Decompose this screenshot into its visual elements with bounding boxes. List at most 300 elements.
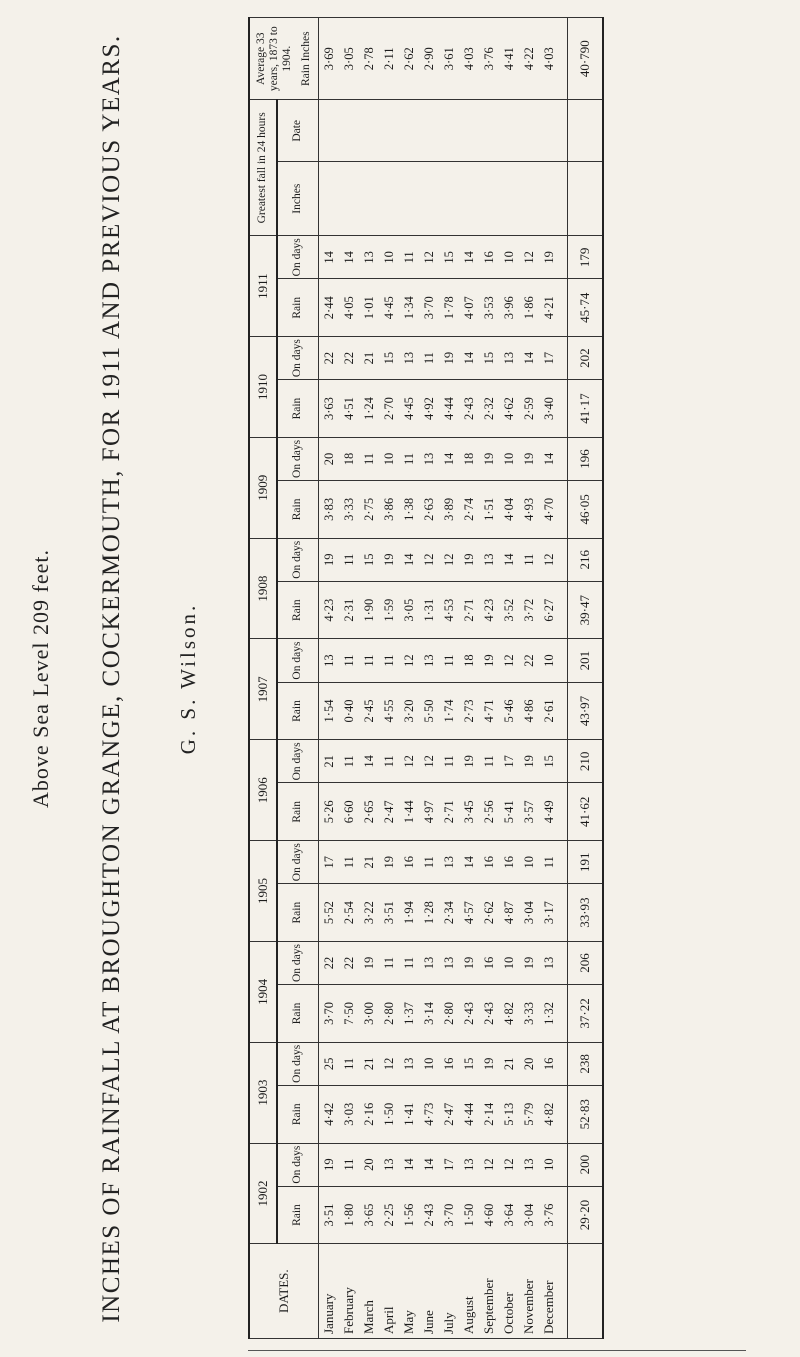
rain-value: 1·94 (399, 884, 419, 942)
greatest-inches-cell (568, 162, 604, 236)
rain-value: 2·62 (479, 884, 499, 942)
rain-value: 3·04 (519, 884, 539, 942)
rain-days-value: 12 (399, 740, 419, 783)
rain-value: 5·79 (519, 1085, 539, 1143)
rain-days-value: 20 (519, 1042, 539, 1085)
rain-value: 2·75 (359, 481, 379, 539)
rain-value: 3·17 (539, 884, 559, 942)
rain-value: 1·90 (359, 581, 379, 639)
rain-value: 0·40 (339, 682, 359, 740)
rain-value: 4·70 (539, 481, 559, 539)
greatest-inches-cell (459, 162, 479, 236)
rain-value: 3·14 (419, 985, 439, 1043)
days-subheading: On days (277, 639, 319, 682)
greatest-inches-cell (399, 162, 419, 236)
rain-value: 2·25 (379, 1186, 399, 1244)
rain-value: 4·23 (479, 581, 499, 639)
rain-value: 4·45 (379, 279, 399, 337)
greatest-inches-cell (379, 162, 399, 236)
month-row (359, 18, 379, 1339)
rain-days-value: 14 (319, 236, 340, 279)
month-label: March (359, 1244, 379, 1339)
rain-days-value: 18 (459, 639, 479, 682)
rain-value: 3·65 (359, 1186, 379, 1244)
greatest-inches-cell (319, 162, 340, 236)
month-row (379, 18, 399, 1339)
total-rain: 37·22 (568, 985, 604, 1043)
greatest-date-cell (459, 100, 479, 162)
days-subheading: On days (277, 1042, 319, 1085)
rain-value: 2·44 (319, 279, 340, 337)
rain-days-value: 13 (459, 1143, 479, 1186)
greatest-date-cell (399, 100, 419, 162)
rain-days-value: 12 (539, 538, 559, 581)
days-subheading: On days (277, 841, 319, 884)
rain-value: 2·43 (459, 380, 479, 438)
rain-days-value: 10 (379, 437, 399, 480)
rain-value: 4·71 (479, 682, 499, 740)
total-days: 191 (568, 841, 604, 884)
rain-days-value: 11 (479, 740, 499, 783)
rain-days-value: 11 (519, 538, 539, 581)
rain-value: 4·42 (319, 1085, 340, 1143)
greatest-inches-cell (519, 162, 539, 236)
rain-value: 4·82 (499, 985, 519, 1043)
rain-value: 1·54 (319, 682, 340, 740)
greatest-date-cell (419, 100, 439, 162)
rain-days-value: 14 (539, 437, 559, 480)
rain-days-value: 16 (539, 1042, 559, 1085)
rain-value: 3·70 (319, 985, 340, 1043)
greatest-date-heading: Date (277, 100, 319, 162)
rain-value: 6·27 (539, 581, 559, 639)
rain-value: 2·43 (459, 985, 479, 1043)
rain-days-value: 22 (339, 941, 359, 984)
rain-days-value: 19 (379, 841, 399, 884)
rain-value: 2·59 (519, 380, 539, 438)
rain-value: 4·62 (499, 380, 519, 438)
rain-value: 1·34 (399, 279, 419, 337)
rain-days-value: 10 (419, 1042, 439, 1085)
rain-value: 4·07 (459, 279, 479, 337)
rain-days-value: 17 (319, 841, 340, 884)
days-subheading: On days (277, 236, 319, 279)
rain-days-value: 13 (439, 841, 459, 884)
rain-days-value: 11 (339, 538, 359, 581)
rain-value: 2·45 (359, 682, 379, 740)
rain-value: 2·34 (439, 884, 459, 942)
greatest-inches-cell (419, 162, 439, 236)
rain-value: 3·51 (379, 884, 399, 942)
rain-value: 1·50 (379, 1085, 399, 1143)
month-row (419, 18, 439, 1339)
total-days: 200 (568, 1143, 604, 1186)
rain-value: 3·00 (359, 985, 379, 1043)
month-row (539, 18, 559, 1339)
rain-days-value: 19 (319, 538, 340, 581)
rain-days-value: 19 (539, 236, 559, 279)
spacer-row (559, 18, 568, 1339)
rain-value: 2·32 (479, 380, 499, 438)
greatest-date-cell (359, 100, 379, 162)
rain-value: 5·50 (419, 682, 439, 740)
greatest-inches-cell (359, 162, 379, 236)
rain-value: 2·80 (439, 985, 459, 1043)
rain-value: 5·46 (499, 682, 519, 740)
total-rain: 33·93 (568, 884, 604, 942)
rain-days-value: 19 (459, 538, 479, 581)
year-heading: 1907 (249, 639, 277, 740)
rain-days-value: 18 (459, 437, 479, 480)
days-subheading: On days (277, 337, 319, 380)
column-subheader-row (277, 18, 319, 1339)
month-label: April (379, 1244, 399, 1339)
rain-days-value: 11 (379, 740, 399, 783)
rain-days-value: 13 (539, 941, 559, 984)
rain-days-value: 13 (439, 941, 459, 984)
rain-value: 3·03 (339, 1085, 359, 1143)
rain-value: 4·92 (419, 380, 439, 438)
rain-days-value: 11 (339, 841, 359, 884)
total-rain: 46·05 (568, 481, 604, 539)
rain-value: 4·60 (479, 1186, 499, 1244)
rain-value: 2·73 (459, 682, 479, 740)
rain-value: 2·31 (339, 581, 359, 639)
average-heading (249, 18, 319, 100)
totals-label-cell (568, 1244, 604, 1339)
rain-days-value: 21 (319, 740, 340, 783)
average-value: 4·41 (499, 18, 519, 100)
rain-days-value: 10 (519, 841, 539, 884)
rain-days-value: 19 (479, 437, 499, 480)
rain-days-value: 15 (459, 1042, 479, 1085)
rain-days-value: 17 (439, 1143, 459, 1186)
average-value: 4·22 (519, 18, 539, 100)
rain-subheading: Rain (277, 1186, 319, 1244)
rain-value: 4·55 (379, 682, 399, 740)
days-subheading: On days (277, 437, 319, 480)
month-row (479, 18, 499, 1339)
rain-days-value: 11 (399, 236, 419, 279)
rain-days-value: 12 (379, 1042, 399, 1085)
rain-days-value: 13 (399, 1042, 419, 1085)
total-days: 238 (568, 1042, 604, 1085)
rain-value: 1·59 (379, 581, 399, 639)
rain-value: 4·45 (399, 380, 419, 438)
rain-days-value: 11 (339, 740, 359, 783)
rain-value: 7·50 (339, 985, 359, 1043)
total-days: 202 (568, 337, 604, 380)
rain-days-value: 13 (359, 236, 379, 279)
rain-days-value: 11 (359, 639, 379, 682)
rain-days-value: 11 (339, 1143, 359, 1186)
rain-value: 3·33 (339, 481, 359, 539)
month-label: June (419, 1244, 439, 1339)
rain-days-value: 22 (519, 639, 539, 682)
rain-value: 3·86 (379, 481, 399, 539)
rain-value: 1·56 (399, 1186, 419, 1244)
greatest-inches-cell (499, 162, 519, 236)
rain-days-value: 14 (419, 1143, 439, 1186)
rain-days-value: 13 (419, 437, 439, 480)
rain-value: 1·38 (399, 481, 419, 539)
rain-days-value: 13 (419, 639, 439, 682)
rain-value: 1·44 (399, 783, 419, 841)
rain-value: 2·71 (459, 581, 479, 639)
rain-value: 2·74 (459, 481, 479, 539)
rain-days-value: 12 (419, 538, 439, 581)
year-heading: 1904 (249, 941, 277, 1042)
rain-days-value: 12 (419, 740, 439, 783)
rain-subheading: Rain (277, 783, 319, 841)
month-row (439, 18, 459, 1339)
rain-days-value: 12 (499, 1143, 519, 1186)
total-rain: 45·74 (568, 279, 604, 337)
year-heading: 1910 (249, 337, 277, 438)
rain-days-value: 16 (499, 841, 519, 884)
average-value: 4·03 (459, 18, 479, 100)
total-days: 201 (568, 639, 604, 682)
rain-value: 3·40 (539, 380, 559, 438)
rain-subheading: Rain (277, 279, 319, 337)
greatest-date-cell (339, 100, 359, 162)
rain-value: 5·13 (499, 1085, 519, 1143)
month-row (399, 18, 419, 1339)
rain-value: 2·43 (479, 985, 499, 1043)
rain-value: 4·44 (439, 380, 459, 438)
rain-days-value: 15 (439, 236, 459, 279)
rain-value: 4·97 (419, 783, 439, 841)
average-value: 3·76 (479, 18, 499, 100)
rain-value: 1·51 (479, 481, 499, 539)
year-heading: 1908 (249, 538, 277, 639)
rain-days-value: 17 (539, 337, 559, 380)
author-name: G. S. Wilson. (176, 602, 200, 755)
rain-days-value: 15 (539, 740, 559, 783)
rain-value: 3·57 (519, 783, 539, 841)
rain-value: 1·50 (459, 1186, 479, 1244)
rain-days-value: 14 (339, 236, 359, 279)
rain-value: 3·04 (519, 1186, 539, 1244)
days-subheading: On days (277, 1143, 319, 1186)
rain-value: 3·33 (519, 985, 539, 1043)
rain-days-value: 12 (479, 1143, 499, 1186)
rain-value: 2·80 (379, 985, 399, 1043)
rain-days-value: 11 (439, 740, 459, 783)
average-value: 2·78 (359, 18, 379, 100)
rain-value: 4·82 (539, 1085, 559, 1143)
total-rain: 52·83 (568, 1085, 604, 1143)
rain-value: 1·41 (399, 1085, 419, 1143)
average-rain-inches-label: Rain Inches (300, 31, 313, 87)
rainfall-table-body (319, 18, 604, 1339)
month-label: November (519, 1244, 539, 1339)
rain-days-value: 19 (459, 941, 479, 984)
rain-value: 3·76 (539, 1186, 559, 1244)
average-value: 4·03 (539, 18, 559, 100)
rain-days-value: 14 (499, 538, 519, 581)
rain-days-value: 14 (399, 1143, 419, 1186)
greatest-date-cell (539, 100, 559, 162)
rain-value: 3·64 (499, 1186, 519, 1244)
rain-days-value: 10 (379, 236, 399, 279)
year-heading: 1902 (249, 1143, 277, 1244)
year-heading: 1903 (249, 1042, 277, 1143)
rain-value: 3·45 (459, 783, 479, 841)
rain-days-value: 11 (399, 437, 419, 480)
rain-days-value: 13 (479, 538, 499, 581)
rain-value: 1·74 (439, 682, 459, 740)
month-label: January (319, 1244, 340, 1339)
rain-days-value: 22 (319, 941, 340, 984)
rain-subheading: Rain (277, 581, 319, 639)
rain-days-value: 14 (459, 841, 479, 884)
average-value: 2·62 (399, 18, 419, 100)
rain-value: 3·70 (419, 279, 439, 337)
greatest-date-cell (479, 100, 499, 162)
rain-value: 4·93 (519, 481, 539, 539)
rain-days-value: 11 (339, 639, 359, 682)
average-heading-text: Average 33 years, 1873 to 1904. (254, 26, 293, 92)
rain-days-value: 16 (479, 841, 499, 884)
month-label: February (339, 1244, 359, 1339)
rain-days-value: 14 (459, 236, 479, 279)
total-days: 206 (568, 941, 604, 984)
greatest-inches-cell (479, 162, 499, 236)
rain-days-value: 22 (339, 337, 359, 380)
rain-value: 1·80 (339, 1186, 359, 1244)
rain-days-value: 11 (359, 437, 379, 480)
rain-days-value: 19 (319, 1143, 340, 1186)
average-total: 40·790 (568, 18, 604, 100)
total-rain: 41·17 (568, 380, 604, 438)
rain-days-value: 13 (379, 1143, 399, 1186)
rain-value: 2·14 (479, 1085, 499, 1143)
rain-days-value: 16 (479, 236, 499, 279)
rain-days-value: 13 (419, 941, 439, 984)
rain-value: 3·20 (399, 682, 419, 740)
rain-days-value: 14 (359, 740, 379, 783)
days-subheading: On days (277, 538, 319, 581)
greatest-date-cell (319, 100, 340, 162)
rain-value: 1·78 (439, 279, 459, 337)
greatest-date-cell (499, 100, 519, 162)
rain-days-value: 11 (339, 1042, 359, 1085)
rain-days-value: 14 (399, 538, 419, 581)
rain-days-value: 11 (379, 941, 399, 984)
rain-days-value: 13 (399, 337, 419, 380)
rain-value: 3·70 (439, 1186, 459, 1244)
month-label: July (439, 1244, 459, 1339)
greatest-date-cell (519, 100, 539, 162)
rain-days-value: 15 (479, 337, 499, 380)
rain-value: 4·57 (459, 884, 479, 942)
rain-value: 3·83 (319, 481, 340, 539)
rain-days-value: 19 (379, 538, 399, 581)
rain-value: 4·44 (459, 1085, 479, 1143)
total-days: 210 (568, 740, 604, 783)
rain-value: 4·73 (419, 1085, 439, 1143)
year-header-row (249, 18, 277, 1339)
rain-value: 1·32 (539, 985, 559, 1043)
greatest-inches-cell (339, 162, 359, 236)
rain-days-value: 21 (359, 337, 379, 380)
total-days: 179 (568, 236, 604, 279)
rain-days-value: 19 (459, 740, 479, 783)
rain-value: 2·16 (359, 1085, 379, 1143)
rain-days-value: 20 (319, 437, 340, 480)
rain-value: 4·51 (339, 380, 359, 438)
rain-days-value: 16 (439, 1042, 459, 1085)
month-label: May (399, 1244, 419, 1339)
month-label: August (459, 1244, 479, 1339)
rain-value: 1·86 (519, 279, 539, 337)
rain-value: 3·63 (319, 380, 340, 438)
rain-value: 1·01 (359, 279, 379, 337)
rain-value: 3·51 (319, 1186, 340, 1244)
rain-days-value: 17 (499, 740, 519, 783)
bracket-line (248, 1342, 746, 1351)
rain-value: 6·60 (339, 783, 359, 841)
greatest-date-cell (568, 100, 604, 162)
average-value: 3·61 (439, 18, 459, 100)
rain-days-value: 16 (479, 941, 499, 984)
days-subheading: On days (277, 941, 319, 984)
rain-days-value: 14 (439, 437, 459, 480)
rain-days-value: 16 (399, 841, 419, 884)
rain-days-value: 12 (439, 538, 459, 581)
month-row (459, 18, 479, 1339)
average-value: 3·05 (339, 18, 359, 100)
rain-value: 4·86 (519, 682, 539, 740)
rain-days-value: 10 (539, 1143, 559, 1186)
rain-days-value: 14 (459, 337, 479, 380)
rain-days-value: 11 (539, 841, 559, 884)
rain-days-value: 12 (399, 639, 419, 682)
total-rain: 39·47 (568, 581, 604, 639)
rain-value: 4·21 (539, 279, 559, 337)
rain-value: 4·05 (339, 279, 359, 337)
rain-value: 2·47 (439, 1085, 459, 1143)
rain-value: 4·87 (499, 884, 519, 942)
dates-heading: DATES. (249, 1244, 319, 1339)
rain-value: 2·47 (379, 783, 399, 841)
rainfall-table (248, 17, 604, 1339)
rain-days-value: 14 (519, 337, 539, 380)
rain-value: 4·04 (499, 481, 519, 539)
rain-days-value: 11 (379, 639, 399, 682)
rain-days-value: 18 (339, 437, 359, 480)
rain-subheading: Rain (277, 1085, 319, 1143)
rain-days-value: 19 (519, 437, 539, 480)
rain-days-value: 11 (399, 941, 419, 984)
rain-value: 1·28 (419, 884, 439, 942)
greatest-inches-cell (439, 162, 459, 236)
greatest-fall-heading: Greatest fall in 24 hours (249, 100, 277, 236)
rain-value: 5·52 (319, 884, 340, 942)
rain-days-value: 21 (359, 1042, 379, 1085)
total-days: 196 (568, 437, 604, 480)
rain-value: 2·71 (439, 783, 459, 841)
rain-days-value: 15 (379, 337, 399, 380)
rain-days-value: 13 (319, 639, 340, 682)
average-value: 2·90 (419, 18, 439, 100)
rain-days-value: 19 (359, 941, 379, 984)
rain-subheading: Rain (277, 380, 319, 438)
rain-days-value: 12 (519, 236, 539, 279)
year-heading: 1911 (249, 236, 277, 337)
page-title: INCHES OF RAINFALL AT BROUGHTON GRANGE, COCKERMOUTH, FOR 1911 AND PREVIOUS YEARS. (98, 34, 125, 1323)
